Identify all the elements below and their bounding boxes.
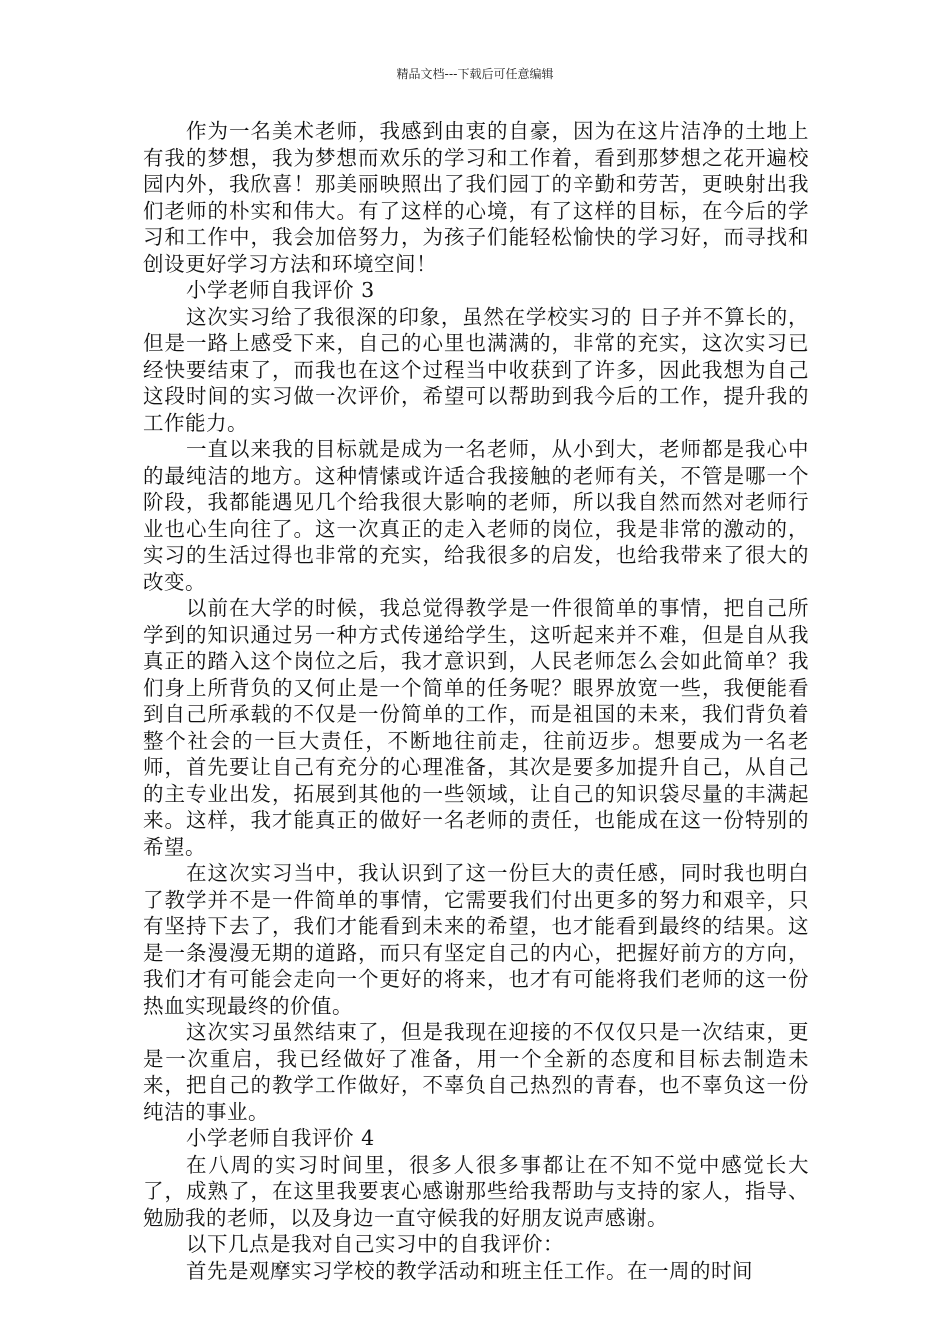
- paragraph: 作为一名美术老师，我感到由衷的自豪，因为在这片洁净的土地上有我的梦想，我为梦想而欢乐的学习和工作着，看到那梦想之花开遍校园内外，我欣喜！那美丽映照出了我们园丁的辛勤和劳苦，更映射出我们老师的朴实和伟大。有了这样的心境，有了这样的目标，在今后的学习和工作中，我会加倍努力，为孩子们能轻松愉快的学习好，而寻找和创设更好学习方法和环境空间！: [143, 119, 809, 276]
- document-body: [143, 118, 809, 1284]
- section-heading: 小学老师自我评价 4: [186, 1126, 375, 1150]
- paragraph: 在这次实习当中，我认识到了这一份巨大的责任感，同时我也明白了教学并不是一件简单的事情，它需要我们付出更多的努力和艰辛，只有坚持下去了，我们才能看到未来的希望，也才能看到最终的结果。这是一条漫漫无期的道路，而只有坚定自己的内心，把握好前方的方向，我们才有可能会走向一个更好的将来，也才有可能将我们老师的这一份热血实现最终的价值。: [143, 861, 809, 1018]
- page-header: 精品文档---下载后可任意编辑: [396, 67, 554, 81]
- paragraph: 以下几点是我对自己实习中的自我评价：: [186, 1232, 565, 1256]
- paragraph: 一直以来我的目标就是成为一名老师，从小到大，老师都是我心中的最纯洁的地方。这种情愫或许适合我接触的老师有关，不管是哪一个阶段，我都能遇见几个给我很大影响的老师，所以我自然而然对老师行业也心生向往了。这一次真正的走入老师的岗位，我是非常的激动的，实习的生活过得也非常的充实，给我很多的启发，也给我带来了很大的改变。: [143, 437, 809, 594]
- paragraph: 在八周的实习时间里，很多人很多事都让在不知不觉中感觉长大了，成熟了，在这里我要衷心感谢那些给我帮助与支持的家人，指导、勉励我的老师，以及身边一直守候我的好朋友说声感谢。: [143, 1152, 809, 1230]
- paragraph: 首先是观摩实习学校的教学活动和班主任工作。在一周的时间: [186, 1258, 754, 1283]
- paragraph: 这次实习虽然结束了，但是我现在迎接的不仅仅只是一次结束，更是一次重启，我已经做好了准备，用一个全新的态度和目标去制造未来，把自己的教学工作做好，不辜负自己热烈的青春，也不辜负这一份纯洁的事业。: [143, 1020, 809, 1124]
- paragraph: 这次实习给了我很深的印象，虽然在学校实习的 日子并不算长的，但是一路上感受下来，自己的心里也满满的，非常的充实，这次实习已经快要结束了，而我也在这个过程当中收获到了许多，因此我想为自己这段时间的实习做一次评价，希望可以帮助到我今后的工作，提升我的工作能力。: [143, 304, 809, 435]
- paragraph: 以前在大学的时候，我总觉得教学是一件很简单的事情，把自己所学到的知识通过另一种方式传递给学生，这听起来并不难，但是自从我真正的踏入这个岗位之后，我才意识到，人民老师怎么会如此简单？我们身上所背负的又何止是一个简单的任务呢？眼界放宽一些，我便能看到自己所承载的不仅是一份简单的工作，而是祖国的未来，我们背负着整个社会的一巨大责任，不断地往前走，往前迈步。想要成为一名老师，首先要让自己有充分的心理准备，其次是要多加提升自己，从自己的主专业出发，拓展到其他的一些领域，让自己的知识袋尽量的丰满起来。这样，我才能真正的做好一名老师的责任，也能成在这一份特别的希望。: [143, 596, 809, 859]
- section-heading: 小学老师自我评价 3: [186, 278, 375, 302]
